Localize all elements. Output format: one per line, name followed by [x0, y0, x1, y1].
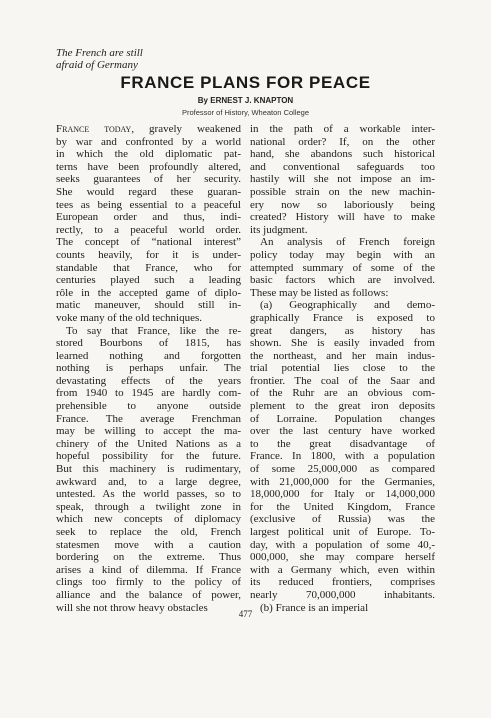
text-line: basic factors which are involved.: [250, 274, 435, 287]
text-line: with a Germany which, even within: [250, 563, 435, 576]
text-line: matic maneuver, should still in-: [56, 299, 241, 312]
text-line: statesmen move with a caution: [56, 538, 241, 551]
text-line: and conventional safeguards too: [250, 160, 435, 173]
byline: By ERNEST J. KNAPTON: [197, 96, 294, 105]
text-line: day, with a population of some 40,-: [250, 538, 435, 551]
text-line: plement to the great iron deposits: [250, 400, 435, 413]
text-line: But this machinery is rudimentary,: [56, 463, 241, 476]
text-line: in the path of a workable inter-: [250, 123, 435, 135]
text-line: devastating effects of the years: [56, 374, 241, 387]
text-line: To say that France, like the re-: [66, 324, 241, 337]
text-line: trial potential lies close to the: [250, 362, 435, 375]
text-line: (a) Geographically and demo-: [260, 299, 435, 312]
text-line: centuries played such a leading: [56, 274, 241, 287]
text-line: awkward and, to a large degree,: [56, 475, 241, 488]
text-line: from 1940 to 1945 are hardly com-: [56, 387, 241, 400]
text-line: hopeful possibility for the future.: [56, 450, 241, 463]
text-line: prehensible to anyone outside: [56, 400, 241, 413]
text-line: created? History will have to make: [250, 211, 435, 224]
text-line: bordering on the extreme. Thus: [56, 551, 241, 564]
text-line: frontier. The coal of the Saar and: [250, 374, 435, 387]
text-line: nearly 70,000,000 inhabitants.: [250, 588, 435, 601]
text-line: of some 25,000,000 as compared: [250, 463, 435, 476]
right-column: [250, 123, 435, 614]
text-line: great dangers, as history has: [250, 324, 435, 337]
text-line: policy today may begin with an: [250, 248, 435, 261]
text-line: She would regard these guaran-: [56, 185, 241, 198]
text-line: its reduced frontiers, comprises: [250, 576, 435, 589]
text-line: (exclusive of Russia) was the: [250, 513, 435, 526]
text-line: standable that France, who for: [56, 261, 241, 274]
text-line: France today, gravely weakened: [56, 123, 241, 135]
text-line: voke many of the old techniques.: [56, 311, 203, 324]
text-line: which new concepts of diplomacy: [56, 513, 241, 526]
text-line: rôle in the accepted game of diplo-: [56, 286, 241, 299]
kicker: [56, 47, 143, 71]
text-line: seek to replace the old, French: [56, 526, 241, 538]
text-line: in which the old diplomatic pat-: [56, 148, 241, 161]
text-line: hastily will she not impose an im-: [250, 173, 435, 186]
text-line: stored Bourbons of 1815, has: [56, 337, 241, 350]
text-line: arises a kind of dilemma. If France: [56, 563, 241, 576]
text-line: clings too firmly to the policy of: [56, 576, 241, 589]
text-line: untested. As the world passes, so to: [56, 488, 241, 501]
text-line: European order and thus, indi-: [56, 211, 241, 224]
text-line: 000,000, she may compare herself: [250, 551, 435, 564]
text-line: to the great disadvantage of: [250, 437, 435, 450]
text-line: speak, through a twilight zone in: [56, 500, 241, 513]
left-column: [56, 123, 241, 614]
page-number: 477: [238, 609, 253, 619]
text-line: seeks guarantees of her security.: [56, 173, 241, 186]
text-line: will she not throw heavy obstacles: [56, 601, 208, 614]
text-line: its judgment.: [250, 223, 308, 236]
text-line: may be willing to accept the ma-: [56, 425, 241, 438]
text-line: nothing is perhaps unfair. The: [56, 362, 241, 375]
text-line: hand, she abandons such historical: [250, 148, 435, 161]
text-line: counts heavily, for it is under-: [56, 248, 241, 261]
text-line: terns have been profoundly altered,: [56, 160, 241, 173]
text-line: graphically France is exposed to: [250, 311, 435, 324]
text-line: France. In 1800, with a population: [250, 450, 435, 463]
text-line: over the last century have worked: [250, 425, 435, 438]
kicker-line: The French are still: [56, 47, 143, 59]
text-line: France. The average Frenchman: [56, 412, 241, 425]
text-line: 18,000,000 for Italy or 14,000,000: [250, 488, 435, 501]
text-line: of Lorraine. Population changes: [250, 412, 435, 425]
text-line: An analysis of French foreign: [260, 236, 435, 249]
text-line: largest political unit of Europe. To-: [250, 526, 435, 538]
text-line: alliance and the balance of power,: [56, 588, 241, 601]
text-line: with 21,000,000 for the Germanies,: [250, 475, 435, 488]
article-title: FRANCE PLANS FOR PEACE: [120, 73, 371, 92]
text-line: tees as being essential to a peaceful: [56, 198, 241, 211]
kicker-line: afraid of Germany: [56, 59, 138, 71]
opening-words: France today,: [56, 123, 135, 135]
text-line: possible strain on the new machin-: [250, 185, 435, 198]
text-line: (b) France is an imperial: [260, 601, 369, 614]
text-line: chinery of the United Nations as a: [56, 437, 241, 450]
text-line: attempted summary of some of the: [250, 261, 435, 274]
text-line: learned nothing and forgotten: [56, 349, 241, 362]
text-line: national order? If, on the other: [250, 135, 435, 148]
text-line: by war and confronted by a world: [56, 135, 241, 148]
text-line: These may be listed as follows:: [250, 286, 389, 299]
text-line: shown. She is easily invaded from: [250, 337, 435, 350]
author-affiliation: Professor of History, Wheaton College: [182, 108, 309, 117]
text-line: ery now so laboriously being: [250, 198, 435, 211]
text-line: The concept of “national interest”: [56, 236, 241, 249]
text-line: for the United Kingdom, France: [250, 500, 435, 513]
text-line: rectly, to a peaceful world order.: [56, 223, 241, 236]
text-line: of the Ruhr are an obvious com-: [250, 387, 435, 400]
text-line: the northeast, and her main indus-: [250, 349, 435, 362]
